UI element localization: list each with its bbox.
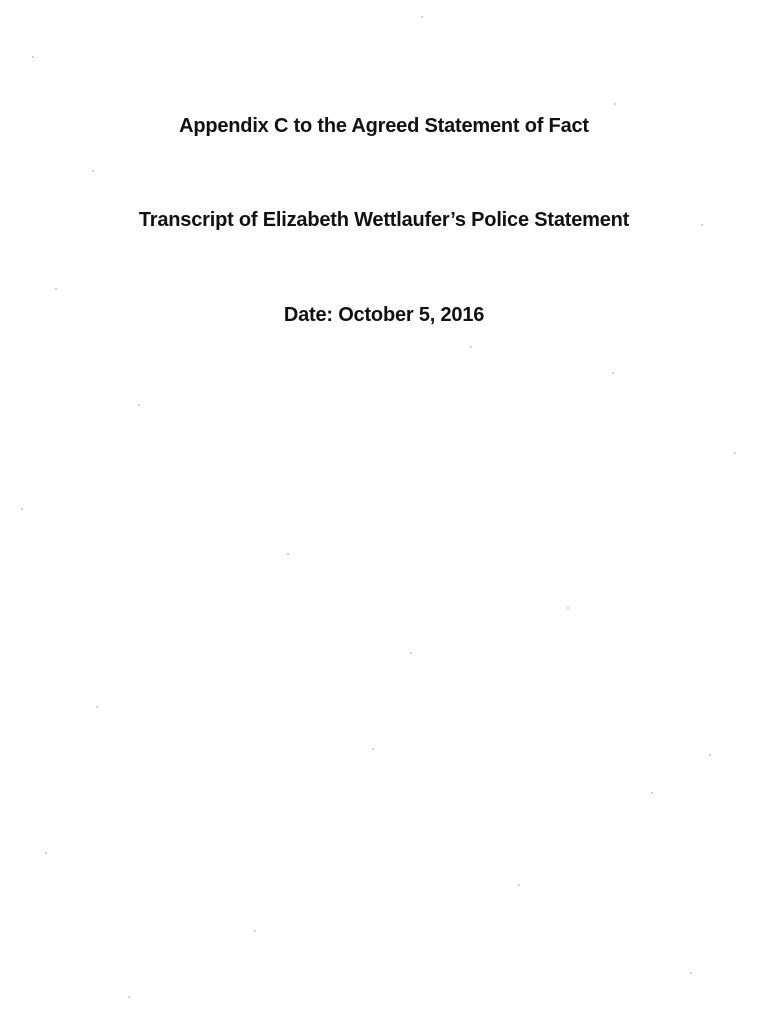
- scan-speck: [372, 748, 374, 750]
- scan-speck: [421, 16, 423, 18]
- scan-speck: [567, 607, 569, 609]
- scan-speck: [410, 652, 412, 654]
- scan-speck: [614, 103, 616, 105]
- scan-speck: [690, 972, 692, 974]
- scan-speck: [518, 884, 520, 886]
- scan-speck: [701, 224, 703, 226]
- scan-speck: [45, 852, 47, 854]
- scan-speck: [470, 346, 472, 348]
- appendix-title: Appendix C to the Agreed Statement of Fact: [179, 115, 589, 137]
- scan-speck: [32, 56, 34, 58]
- scan-speck: [21, 508, 23, 510]
- scan-speck: [287, 553, 289, 555]
- scan-speck: [96, 706, 98, 708]
- scan-speck: [709, 754, 711, 756]
- scan-speck: [92, 170, 94, 172]
- scan-speck: [612, 372, 614, 374]
- scan-speck: [734, 452, 736, 454]
- date-line: Date: October 5, 2016: [283, 304, 485, 326]
- scan-speck: [651, 792, 653, 794]
- transcript-title: Transcript of Elizabeth Wettlaufer’s Police Statement: [138, 209, 630, 231]
- scan-speck: [254, 930, 256, 932]
- scan-speck: [128, 996, 130, 998]
- scan-speck: [138, 404, 140, 406]
- scan-speck: [55, 288, 57, 290]
